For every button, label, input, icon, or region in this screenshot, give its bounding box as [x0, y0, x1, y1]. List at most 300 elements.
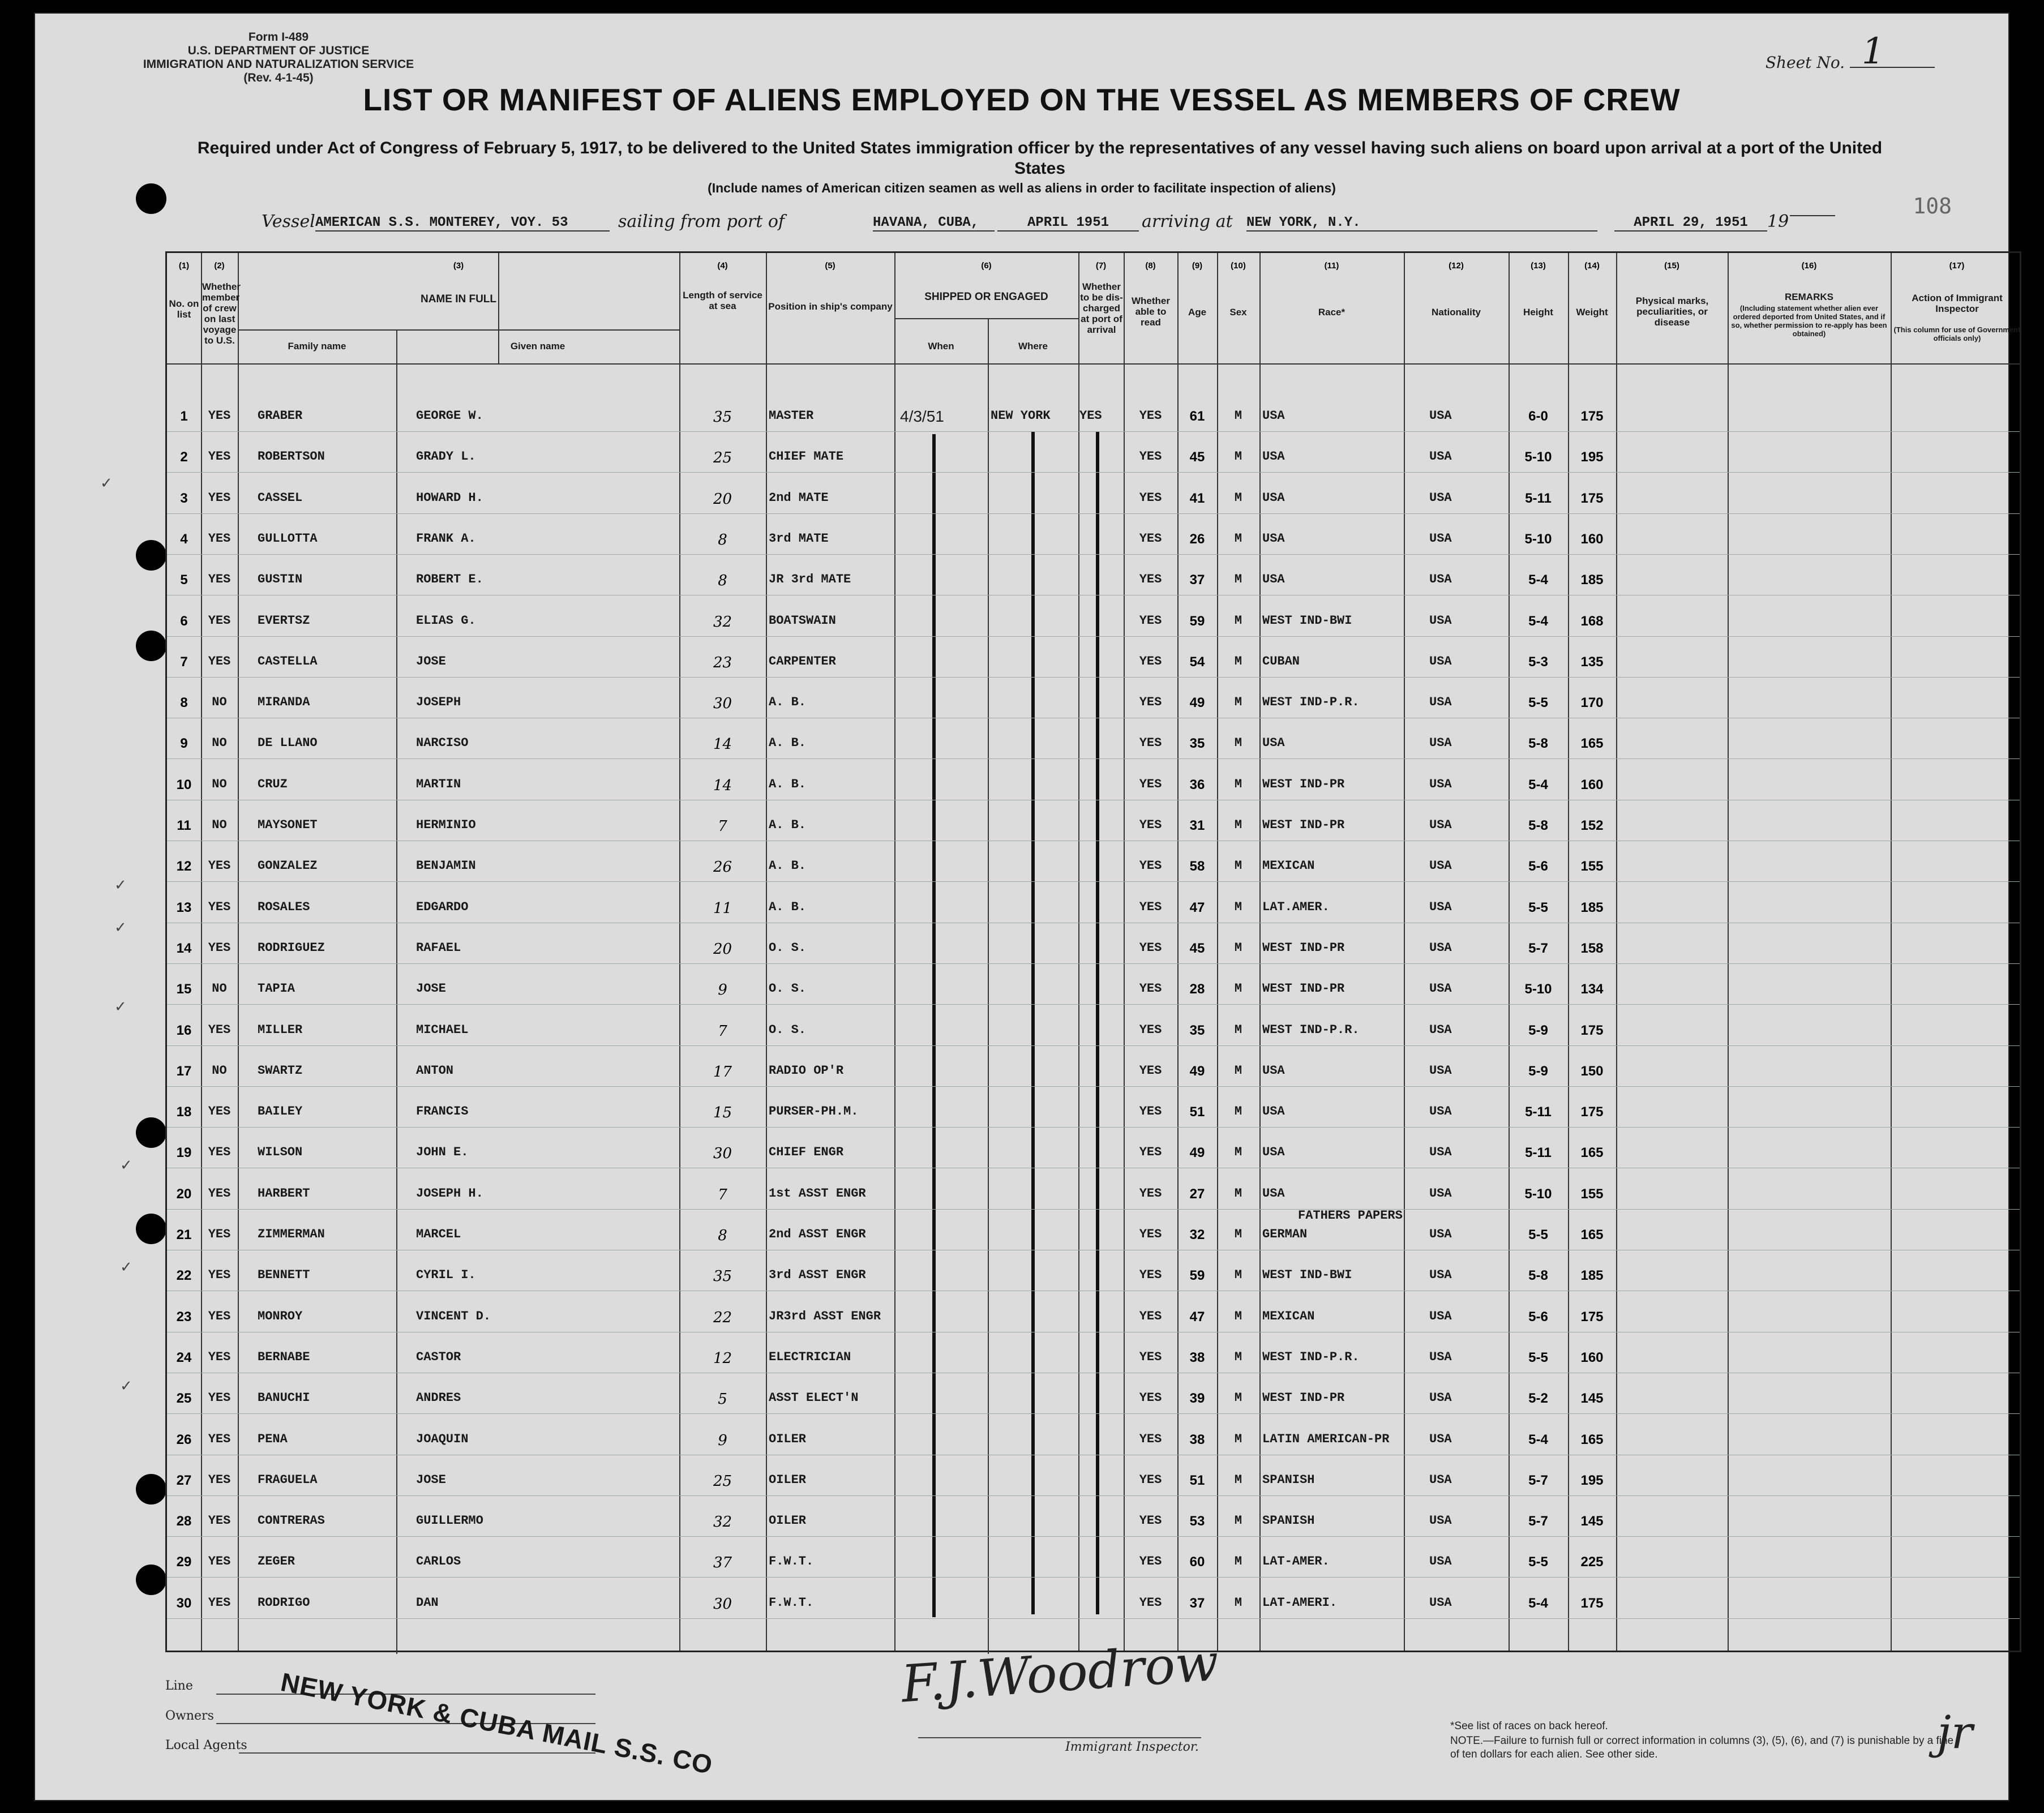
cell-family: RODRIGUEZ: [258, 940, 325, 955]
cell-height: 5-3: [1528, 654, 1548, 670]
cell-service: 32: [713, 613, 732, 631]
cell-given: JOSE: [416, 654, 446, 668]
cell-read: YES: [1139, 1349, 1162, 1364]
header-sex: Sex: [1229, 307, 1247, 318]
cell-nat: USA: [1429, 654, 1452, 668]
cell-sex: M: [1234, 1391, 1242, 1405]
cell-sex: M: [1234, 1104, 1242, 1119]
inspector-signature: F.J.Woodrow: [899, 1632, 1221, 1715]
cell-age: 47: [1189, 1309, 1205, 1325]
cell-family: MILLER: [258, 1022, 303, 1037]
cell-family: DE LLANO: [258, 736, 318, 751]
cell-family: BERNABE: [258, 1349, 310, 1364]
cell-service: 32: [713, 1514, 732, 1531]
cell-service: 20: [713, 490, 732, 508]
sheet-number-value: 1: [1861, 31, 1885, 72]
cell-read: YES: [1139, 1268, 1162, 1283]
check-mark: ✓: [114, 998, 127, 1015]
cell-last: YES: [208, 1186, 231, 1201]
cell-age: 47: [1189, 899, 1205, 915]
cell-age: 59: [1189, 1268, 1205, 1284]
header-race: Race*: [1318, 307, 1345, 318]
cell-service: 7: [718, 1186, 727, 1203]
cell-weight: 175: [1580, 1309, 1604, 1325]
col-number: (12): [1449, 261, 1464, 271]
page-title: LIST OR MANIFEST OF ALIENS EMPLOYED ON THE VESSEL AS MEMBERS OF CREW: [363, 82, 1681, 117]
cell-nat: USA: [1429, 1472, 1452, 1487]
cell-nat: USA: [1429, 1595, 1452, 1610]
form-identifier: [143, 31, 414, 85]
cell-given: GRADY L.: [416, 449, 476, 464]
col-number: (16): [1801, 261, 1817, 271]
cell-given: MARTIN: [416, 777, 461, 791]
cell-position: MASTER: [769, 409, 814, 423]
cell-weight: 185: [1580, 572, 1604, 588]
cell-service: 35: [713, 409, 732, 426]
cell-nat: USA: [1429, 1514, 1452, 1528]
cell-family: MAYSONET: [258, 818, 318, 832]
cell-no: 9: [180, 736, 188, 752]
cell-age: 53: [1189, 1514, 1205, 1529]
cell-given: JOSEPH: [416, 695, 461, 710]
cell-sex: M: [1234, 654, 1242, 668]
col-number: (1): [178, 261, 190, 271]
check-mark: ✓: [120, 1378, 132, 1395]
cell-last: YES: [208, 1268, 231, 1283]
cell-sex: M: [1234, 1227, 1242, 1241]
cell-last: YES: [208, 572, 231, 587]
cell-age: 41: [1189, 490, 1205, 506]
cell-race: MEXICAN: [1262, 1309, 1315, 1323]
check-mark: ✓: [120, 1259, 132, 1276]
row-line: [167, 1536, 2020, 1537]
cell-service: 17: [713, 1063, 732, 1081]
cell-read: YES: [1139, 449, 1162, 464]
cell-no: 6: [180, 613, 188, 629]
cell-height: 5-4: [1528, 1595, 1548, 1611]
cell-service: 14: [713, 736, 732, 753]
cell-height: 5-8: [1528, 736, 1548, 752]
agents-label: Local Agents: [165, 1738, 247, 1752]
cell-nat: USA: [1429, 409, 1452, 423]
cell-weight: 168: [1580, 613, 1604, 629]
cell-family: CASTELLA: [258, 654, 318, 668]
cell-last: YES: [208, 1431, 231, 1446]
line-label: Line: [165, 1679, 193, 1693]
header-shipped-engaged: SHIPPED OR ENGAGED: [924, 291, 1048, 303]
cell-given: MICHAEL: [416, 1022, 469, 1037]
cell-sex: M: [1234, 1063, 1242, 1078]
cell-read: YES: [1139, 1022, 1162, 1037]
cell-race: USA: [1262, 449, 1285, 464]
cell-no: 20: [176, 1186, 192, 1202]
col-number: (5): [825, 261, 835, 271]
cell-position: A. B.: [769, 818, 807, 832]
cell-read: YES: [1139, 531, 1162, 546]
sheet-number-label: Sheet No.: [1765, 53, 1845, 72]
cell-sex: M: [1234, 899, 1242, 914]
cell-height: 5-9: [1528, 1022, 1548, 1038]
cell-last: NO: [212, 981, 227, 996]
inspector-initials: jr: [1937, 1706, 1973, 1759]
cell-sex: M: [1234, 490, 1242, 505]
cell-given: JOSEPH H.: [416, 1186, 483, 1201]
ditto-line: [1096, 431, 1099, 1614]
cell-no: 29: [176, 1554, 192, 1570]
cell-position: CARPENTER: [769, 654, 836, 668]
cell-service: 20: [713, 940, 732, 958]
cell-race: USA: [1262, 1145, 1285, 1160]
cell-weight: 195: [1580, 449, 1604, 465]
cell-weight: 225: [1580, 1554, 1604, 1570]
owners-label: Owners: [165, 1709, 214, 1723]
page-subtitle: Required under Act of Congress of February 5, 1917, to be delivered to the United States immigration officer by the representatives of any vessel having such aliens on board upon arrival at a port of the United States: [197, 139, 1883, 178]
cell-last: YES: [208, 899, 231, 914]
ditto-line: [932, 434, 936, 1617]
punch-hole: [136, 540, 166, 571]
cell-given: MARCEL: [416, 1227, 461, 1241]
header-weight: Weight: [1576, 307, 1608, 318]
cell-no: 13: [176, 899, 192, 915]
cell-nat: USA: [1429, 531, 1452, 546]
races-note: *See list of races on back hereof.: [1450, 1720, 1608, 1732]
cell-nat: USA: [1429, 1349, 1452, 1364]
cell-sex: M: [1234, 409, 1242, 423]
cell-race: USA: [1262, 1063, 1285, 1078]
row-line: [167, 513, 2020, 514]
cell-no: 2: [180, 449, 188, 465]
cell-last: NO: [212, 736, 227, 751]
cell-height: 5-6: [1528, 859, 1548, 875]
cell-family: ZEGER: [258, 1554, 295, 1569]
check-mark: ✓: [100, 475, 113, 492]
cell-race: USA: [1262, 572, 1285, 587]
cell-nat: USA: [1429, 818, 1452, 832]
cell-height: 5-5: [1528, 1349, 1548, 1365]
cell-position: 2nd ASST ENGR: [769, 1227, 866, 1241]
cell-service: 30: [713, 1595, 732, 1613]
cell-position: JR3rd ASST ENGR: [769, 1309, 881, 1323]
row-line: [167, 1577, 2020, 1578]
cell-service: 5: [718, 1391, 727, 1408]
cell-last: YES: [208, 1022, 231, 1037]
cell-no: 25: [176, 1391, 192, 1407]
cell-sex: M: [1234, 1349, 1242, 1364]
punch-hole: [136, 183, 166, 214]
cell-race: SPANISH: [1262, 1472, 1315, 1487]
cell-age: 39: [1189, 1391, 1205, 1407]
header-age: Age: [1188, 307, 1207, 318]
cell-weight: 135: [1580, 654, 1604, 670]
arriving-label: arriving at: [1142, 212, 1233, 232]
cell-race: LAT-AMER.: [1262, 1554, 1330, 1569]
cell-family: GULLOTTA: [258, 531, 318, 546]
cell-family: BAILEY: [258, 1104, 303, 1119]
cell-service: 25: [713, 1472, 732, 1490]
cell-family: ROBERTSON: [258, 449, 325, 464]
cell-no: 14: [176, 940, 192, 956]
row-line: [167, 963, 2020, 964]
cell-sex: M: [1234, 1268, 1242, 1283]
cell-service: 9: [718, 981, 727, 999]
cell-read: YES: [1139, 777, 1162, 791]
cell-weight: 134: [1580, 981, 1604, 997]
cell-height: 5-7: [1528, 1514, 1548, 1529]
header-length-service: Length of service at sea: [683, 290, 762, 311]
cell-no: 24: [176, 1349, 192, 1365]
cell-family: TAPIA: [258, 981, 295, 996]
header-height: Height: [1523, 307, 1553, 318]
cell-race: LATIN AMERICAN-PR: [1262, 1431, 1390, 1446]
cell-position: A. B.: [769, 899, 807, 914]
cell-service: 23: [713, 654, 732, 671]
cell-service: 14: [713, 777, 732, 794]
cell-nat: USA: [1429, 1268, 1452, 1283]
header-physical-marks: Physical marks, peculiarities, or disease: [1635, 295, 1709, 328]
cell-position: OILER: [769, 1514, 807, 1528]
vessel-line: [262, 212, 1960, 240]
cell-given: HERMINIO: [416, 818, 476, 832]
cell-age: 38: [1189, 1349, 1205, 1365]
cell-height: 5-9: [1528, 1063, 1548, 1079]
cell-given: CYRIL I.: [416, 1268, 476, 1283]
cell-sex: M: [1234, 572, 1242, 587]
cell-age: 51: [1189, 1104, 1205, 1120]
form-number: Form I-489: [248, 31, 309, 44]
cell-read: YES: [1139, 1472, 1162, 1487]
inspector-label: Immigrant Inspector.: [1065, 1740, 1199, 1754]
cell-nat: USA: [1429, 449, 1452, 464]
department-name: U.S. DEPARTMENT OF JUSTICE: [187, 44, 370, 57]
cell-position: OILER: [769, 1472, 807, 1487]
cell-family: GUSTIN: [258, 572, 303, 587]
cell-weight: 165: [1580, 736, 1604, 752]
cell-sex: M: [1234, 1514, 1242, 1528]
cell-read: YES: [1139, 899, 1162, 914]
cell-weight: 175: [1580, 1104, 1604, 1120]
cell-family: CRUZ: [258, 777, 288, 791]
cell-sex: M: [1234, 818, 1242, 832]
col-number: (6): [981, 261, 992, 271]
cell-race: CUBAN: [1262, 654, 1300, 668]
cell-height: 5-8: [1528, 818, 1548, 833]
cell-nat: USA: [1429, 859, 1452, 873]
page-subnote: (Include names of American citizen seamen as well as aliens in order to facilitate inspection of aliens): [708, 181, 1336, 195]
cell-race: WEST IND-P.R.: [1262, 1022, 1360, 1037]
cell-read: YES: [1139, 981, 1162, 996]
cell-weight: 170: [1580, 695, 1604, 711]
cell-service: 37: [713, 1554, 732, 1572]
cell-race: WEST IND-P.R.: [1262, 1349, 1360, 1364]
cell-nat: USA: [1429, 981, 1452, 996]
cell-last: YES: [208, 409, 231, 423]
header-inspector-action: Action of Immigrant Inspector: [1912, 293, 2003, 314]
check-mark: ✓: [114, 919, 127, 936]
cell-nat: USA: [1429, 1104, 1452, 1119]
cell-weight: 185: [1580, 1268, 1604, 1284]
header-able-read: Whether able to read: [1132, 295, 1170, 328]
cell-given: EDGARDO: [416, 899, 469, 914]
cell-read: YES: [1139, 572, 1162, 587]
cell-nat: USA: [1429, 1309, 1452, 1323]
col-number: (4): [717, 261, 728, 271]
cell-no: 4: [180, 531, 188, 547]
cell-weight: 175: [1580, 409, 1604, 424]
cell-height: 5-5: [1528, 695, 1548, 711]
cell-position: OILER: [769, 1431, 807, 1446]
cell-given: DAN: [416, 1595, 439, 1610]
cell-family: PENA: [258, 1431, 288, 1446]
cell-race: WEST IND-PR: [1262, 981, 1345, 996]
cell-read: YES: [1139, 1186, 1162, 1201]
cell-no: 16: [176, 1022, 192, 1038]
cell-position: CHIEF MATE: [769, 449, 844, 464]
header-name-in-full: NAME IN FULL: [420, 293, 497, 305]
header-discharged: Whether to be dis-charged at port of arrival: [1080, 281, 1123, 335]
cell-read: YES: [1139, 1514, 1162, 1528]
cell-height: 5-10: [1524, 1186, 1552, 1202]
cell-race: GERMAN: [1262, 1227, 1308, 1241]
cell-service: 35: [713, 1268, 732, 1285]
cell-sex: M: [1234, 1145, 1242, 1160]
arrival-date-value: APRIL 29, 1951: [1614, 215, 1767, 232]
cell-race: WEST IND-PR: [1262, 1391, 1345, 1405]
header-where: Where: [1018, 341, 1048, 352]
cell-age: 35: [1189, 1022, 1205, 1038]
cell-height: 5-4: [1528, 613, 1548, 629]
cell-given: NARCISO: [416, 736, 469, 751]
cell-race: USA: [1262, 409, 1285, 423]
sheet-number: [1765, 31, 1935, 72]
cell-weight: 160: [1580, 777, 1604, 792]
cell-race: USA: [1262, 1104, 1285, 1119]
cell-position: F.W.T.: [769, 1554, 814, 1569]
cell-age: 45: [1189, 940, 1205, 956]
cell-nat: USA: [1429, 490, 1452, 505]
cell-family: RODRIGO: [258, 1595, 310, 1610]
cell-given: CASTOR: [416, 1349, 461, 1364]
cell-last: YES: [208, 1309, 231, 1323]
cell-read: YES: [1139, 409, 1162, 423]
cell-weight: 165: [1580, 1431, 1604, 1447]
row-line: [167, 1413, 2020, 1414]
cell-given: RAFAEL: [416, 940, 461, 955]
cell-no: 19: [176, 1145, 192, 1161]
cell-service: 30: [713, 695, 732, 713]
cell-no: 27: [176, 1472, 192, 1488]
cell-family: BENNETT: [258, 1268, 310, 1283]
cell-family: GONZALEZ: [258, 859, 318, 873]
cell-given: ANDRES: [416, 1391, 461, 1405]
cell-position: F.W.T.: [769, 1595, 814, 1610]
manifest-sheet: [34, 12, 2021, 1801]
cell-height: 5-7: [1528, 940, 1548, 956]
cell-no: 5: [180, 572, 188, 588]
cell-height: 5-4: [1528, 777, 1548, 792]
punch-hole: [136, 1474, 166, 1505]
cell-weight: 155: [1580, 1186, 1604, 1202]
cell-age: 49: [1189, 1145, 1205, 1161]
cell-weight: 155: [1580, 859, 1604, 875]
cell-family: WILSON: [258, 1145, 303, 1160]
row-line: [167, 636, 2020, 637]
cell-last: YES: [208, 1391, 231, 1405]
cell-weight: 185: [1580, 899, 1604, 915]
cell-weight: 145: [1580, 1391, 1604, 1407]
cell-service: 7: [718, 1022, 727, 1040]
cell-nat: USA: [1429, 1431, 1452, 1446]
cell-height: 6-0: [1528, 409, 1548, 424]
cell-given: GEORGE W.: [416, 409, 483, 423]
cell-given: CARLOS: [416, 1554, 461, 1569]
cell-nat: USA: [1429, 736, 1452, 751]
cell-age: 38: [1189, 1431, 1205, 1447]
cell-age: 61: [1189, 409, 1205, 424]
cell-race: WEST IND-P.R.: [1262, 695, 1360, 710]
fathers-papers-note: FATHERS PAPERS: [1298, 1208, 1403, 1223]
cell-weight: 195: [1580, 1472, 1604, 1488]
cell-no: 23: [176, 1309, 192, 1325]
cell-nat: USA: [1429, 1227, 1452, 1241]
cell-last: YES: [208, 1554, 231, 1569]
vessel-label: Vessel: [262, 212, 315, 232]
cell-no: 7: [180, 654, 188, 670]
sailing-port-value: HAVANA, CUBA,: [873, 215, 995, 232]
cell-service: 15: [713, 1104, 732, 1122]
cell-given: ELIAS G.: [416, 613, 476, 628]
cell-family: MONROY: [258, 1309, 303, 1323]
shipped-where: NEW YORK: [991, 409, 1051, 423]
cell-last: NO: [212, 818, 227, 832]
cell-last: YES: [208, 654, 231, 668]
revision-date: (Rev. 4-1-45): [243, 71, 314, 84]
cell-height: 5-8: [1528, 1268, 1548, 1284]
cell-last: YES: [208, 1595, 231, 1610]
cell-race: WEST IND-PR: [1262, 818, 1345, 832]
check-mark: ✓: [120, 1157, 132, 1174]
col-number: (9): [1192, 261, 1203, 271]
cell-sex: M: [1234, 777, 1242, 791]
cell-last: YES: [208, 449, 231, 464]
header-family-name: Family name: [288, 341, 346, 352]
cell-position: ELECTRICIAN: [769, 1349, 851, 1364]
cell-weight: 160: [1580, 1349, 1604, 1365]
cell-given: JOSE: [416, 981, 446, 996]
row-line: [167, 1495, 2020, 1496]
cell-service: 8: [718, 572, 727, 590]
cell-service: 25: [713, 449, 732, 467]
row-line: [167, 758, 2020, 759]
cell-sex: M: [1234, 695, 1242, 710]
cell-weight: 160: [1580, 531, 1604, 547]
cell-last: YES: [208, 1349, 231, 1364]
row-line: [167, 1004, 2020, 1005]
cell-last: YES: [208, 531, 231, 546]
cell-read: YES: [1139, 1595, 1162, 1610]
cell-age: 49: [1189, 695, 1205, 711]
cell-no: 15: [176, 981, 192, 997]
cell-read: YES: [1139, 695, 1162, 710]
cell-family: MIRANDA: [258, 695, 310, 710]
cell-position: PURSER-PH.M.: [769, 1104, 859, 1119]
row-line: [167, 1045, 2020, 1046]
cell-no: 18: [176, 1104, 192, 1120]
cell-family: CONTRERAS: [258, 1514, 325, 1528]
cell-sex: M: [1234, 1022, 1242, 1037]
year-label: 19: [1767, 212, 1789, 232]
cell-race: WEST IND-BWI: [1262, 613, 1352, 628]
vessel-value: AMERICAN S.S. MONTEREY, VOY. 53: [315, 215, 610, 232]
